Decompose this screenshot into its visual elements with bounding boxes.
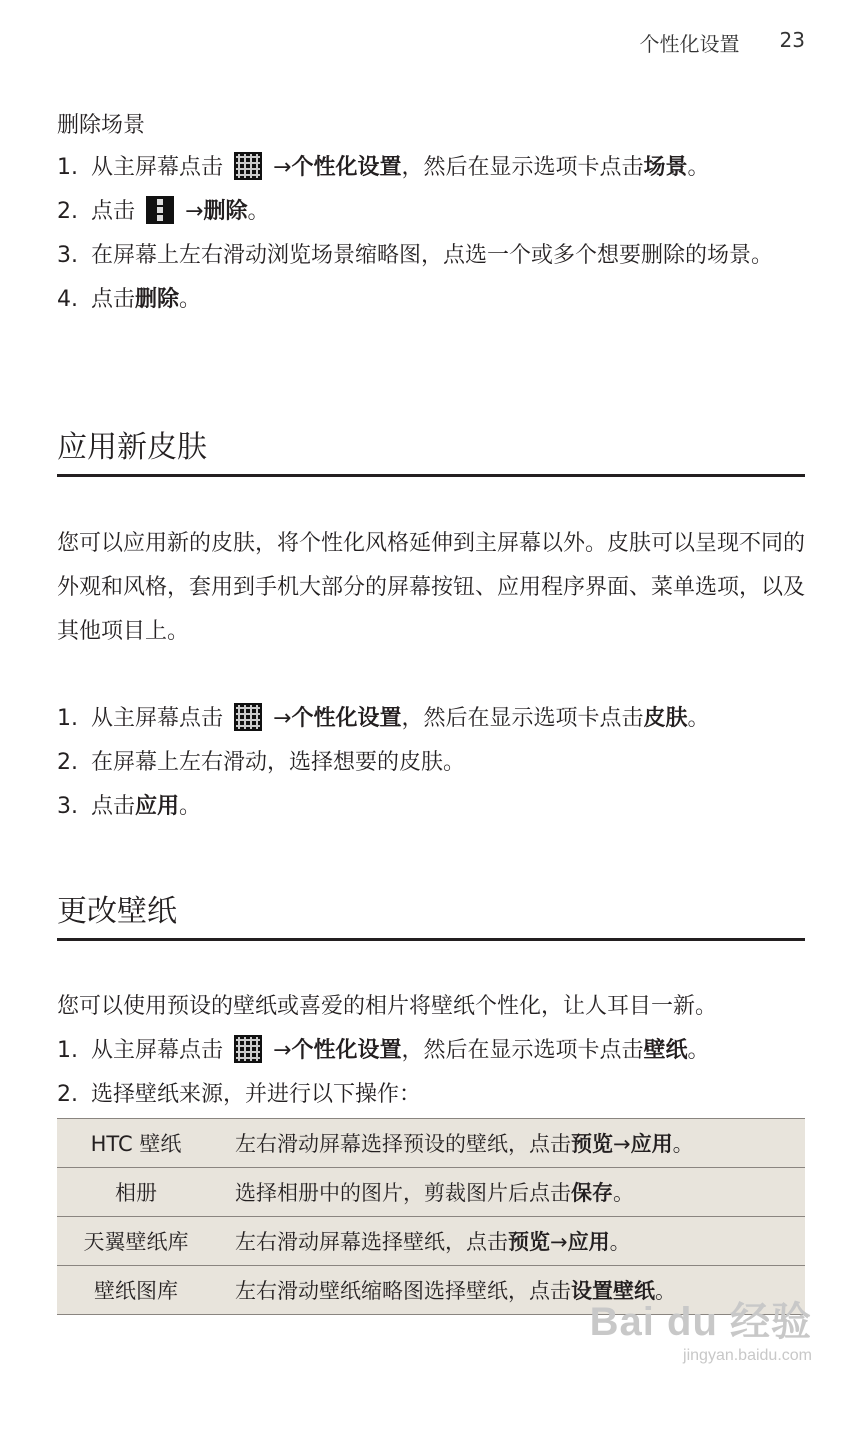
watermark-url: jingyan.baidu.com <box>683 1347 812 1364</box>
table-cell-action: 左右滑动屏幕选择壁纸，点击预览→应用。 <box>215 1217 805 1266</box>
table-row <box>57 1168 805 1217</box>
wallpaper-steps <box>57 1029 805 1117</box>
list-item: 1. 从主屏幕点击 →个性化设置，然后在显示选项卡点击场景。 <box>57 146 805 190</box>
table-row <box>57 1217 805 1266</box>
table-cell-action: 左右滑动壁纸缩略图选择壁纸，点击设置壁纸。 <box>215 1266 805 1315</box>
list-item: 4. 点击删除。 <box>57 287 202 312</box>
page-number: 23 <box>779 28 805 52</box>
list-item: 1. 从主屏幕点击 →个性化设置，然后在显示选项卡点击壁纸。 <box>57 1029 805 1073</box>
table-cell-action: 选择相册中的图片，剪裁图片后点击保存。 <box>215 1168 805 1217</box>
wallpaper-source-table <box>57 1118 805 1315</box>
wallpaper-intro: 您可以使用预设的壁纸或喜爱的相片将壁纸个性化，让人耳目一新。 <box>57 994 718 1019</box>
watermark-brand: Bai du 经验 <box>589 1300 812 1344</box>
table-row <box>57 1119 805 1168</box>
skin-steps <box>57 697 805 829</box>
list-item: 3. 在屏幕上左右滑动浏览场景缩略图，点选一个或多个想要删除的场景。 <box>57 243 774 268</box>
menu-icon <box>146 196 174 224</box>
delete-scene-heading: 删除场景 <box>57 113 146 138</box>
header-section: 个性化设置 <box>639 32 740 56</box>
baidu-watermark <box>590 1290 812 1365</box>
page-header <box>640 28 805 57</box>
table-cell-source: HTC 壁纸 <box>57 1119 215 1168</box>
table-cell-source: 壁纸图库 <box>57 1266 215 1315</box>
list-item: 1. 从主屏幕点击 →个性化设置，然后在显示选项卡点击皮肤。 <box>57 697 805 741</box>
all-apps-icon <box>234 152 262 180</box>
table-cell-action: 左右滑动屏幕选择预设的壁纸，点击预览→应用。 <box>215 1119 805 1168</box>
skin-section-title: 应用新皮肤 <box>57 422 805 477</box>
wallpaper-section-title: 更改壁纸 <box>57 886 805 941</box>
list-item: 2. 点击 →删除。 <box>57 190 805 234</box>
list-item: 2. 选择壁纸来源，并进行以下操作： <box>57 1082 422 1107</box>
skin-intro: 您可以应用新的皮肤，将个性化风格延伸到主屏幕以外。皮肤可以呈现不同的外观和风格，套用到手机大部分的屏幕按钮、应用程序界面、菜单选项，以及其他项目上。 <box>57 531 806 644</box>
all-apps-icon <box>234 703 262 731</box>
delete-scene-steps <box>57 146 805 322</box>
table-cell-source: 天翼壁纸库 <box>57 1217 215 1266</box>
list-item: 3. 点击应用。 <box>57 794 202 819</box>
all-apps-icon <box>234 1035 262 1063</box>
list-item: 2. 在屏幕上左右滑动，选择想要的皮肤。 <box>57 750 466 775</box>
table-cell-source: 相册 <box>57 1168 215 1217</box>
